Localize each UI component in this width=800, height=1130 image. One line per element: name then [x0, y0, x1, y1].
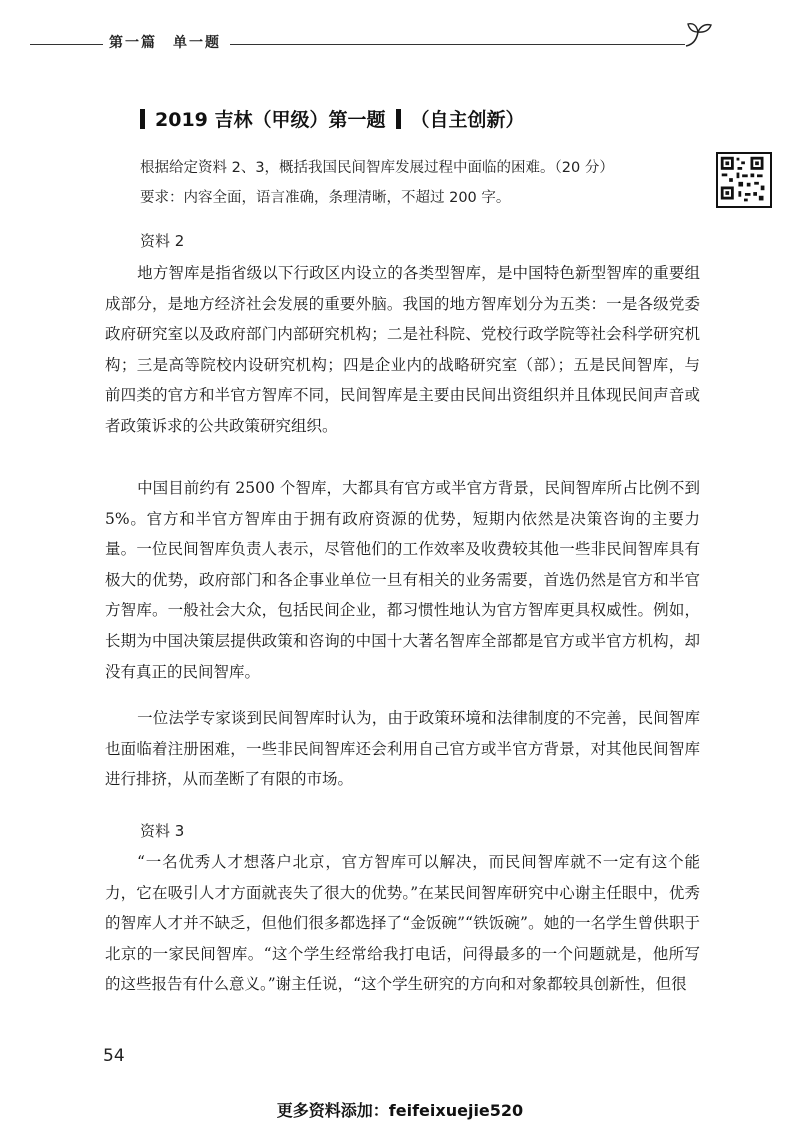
- header-rule-right: [230, 44, 685, 45]
- material-2-paragraph-3: 一位法学专家谈到民间智库时认为，由于政策环境和法律制度的不完善，民间智库也面临着注册困难，一些非民间智库还会利用自己官方或半官方背景，对其他民间智库进行排挤，从而垄断了有限的市场。: [105, 709, 700, 789]
- header-rule-left: [30, 44, 110, 45]
- title-tag: （自主创新）: [410, 109, 525, 131]
- material-3-paragraph-1: “一名优秀人才想落户北京，官方智库可以解决，而民间智库就不一定有这个能力，它在吸引人才方面就丧失了很大的优势。”在某民间智库研究中心谢主任眼中，优秀的智库人才并不缺乏，但他们很多都选择了“金饭碗”“铁饭碗”。她的一名学生曾供职于北京的一家民间智库。“这个学生经常给我打电话，问得最多的一个问题就是，他所写的这些报告有什么意义。”谢主任说，“这个学生研究的方向和对象都较具创新性，但很: [105, 853, 700, 994]
- title-bar-left: [140, 109, 145, 129]
- question-prompt: 根据给定资料 2、3，概括我国民间智库发展过程中面临的困难。（20 分）: [140, 160, 614, 176]
- material-2-label: 资料 2: [140, 232, 185, 250]
- material-3-label: 资料 3: [140, 822, 185, 840]
- footer-note: 更多资料添加：feifeixuejie520: [276, 1101, 524, 1120]
- section-header: 第一篇 单一题: [103, 32, 227, 52]
- title-bar-right: [396, 109, 401, 129]
- question-title: [140, 105, 525, 132]
- material-2-paragraph-1: 地方智库是指省级以下行政区内设立的各类型智库，是中国特色新型智库的重要组成部分，是地方经济社会发展的重要外脑。我国的地方智库划分为五类：一是各级党委政府研究室以及政府部门内部研究机构；二是社科院、党校行政学院等社会科学研究机构；三是高等院校内设研究机构；四是企业内的战略研究室（部）；五是民间智库，与前四类的官方和半官方智库不同，民间智库是主要由民间出资组织并且体现民间声音或者政策诉求的公共政策研究组织。: [105, 264, 700, 435]
- title-main: 2019 吉林（甲级）第一题: [155, 109, 386, 131]
- sprout-icon: [682, 20, 716, 50]
- material-2-paragraph-2: 中国目前约有 2500 个智库，大都具有官方或半官方背景，民间智库所占比例不到 5%。官方和半官方智库由于拥有政府资源的优势，短期内依然是决策咨询的主要力量。一位民间智库负责人表示，尽管他们的工作效率及收费较其他一些非民间智库具有极大的优势，政府部门和各企事业单位一旦有相关的业务需要，首选仍然是官方和半官方智库。一般社会大众，包括民间企业，都习惯性地认为官方智库更具权威性。例如，长期为中国决策层提供政策和咨询的中国十大著名智库全部都是官方或半官方机构，却没有真正的民间智库。: [105, 479, 700, 681]
- question-requirement: 要求：内容全面，语言准确，条理清晰，不超过 200 字。: [140, 190, 511, 206]
- qr-code-icon: [716, 152, 772, 208]
- page-number: 54: [103, 1046, 125, 1066]
